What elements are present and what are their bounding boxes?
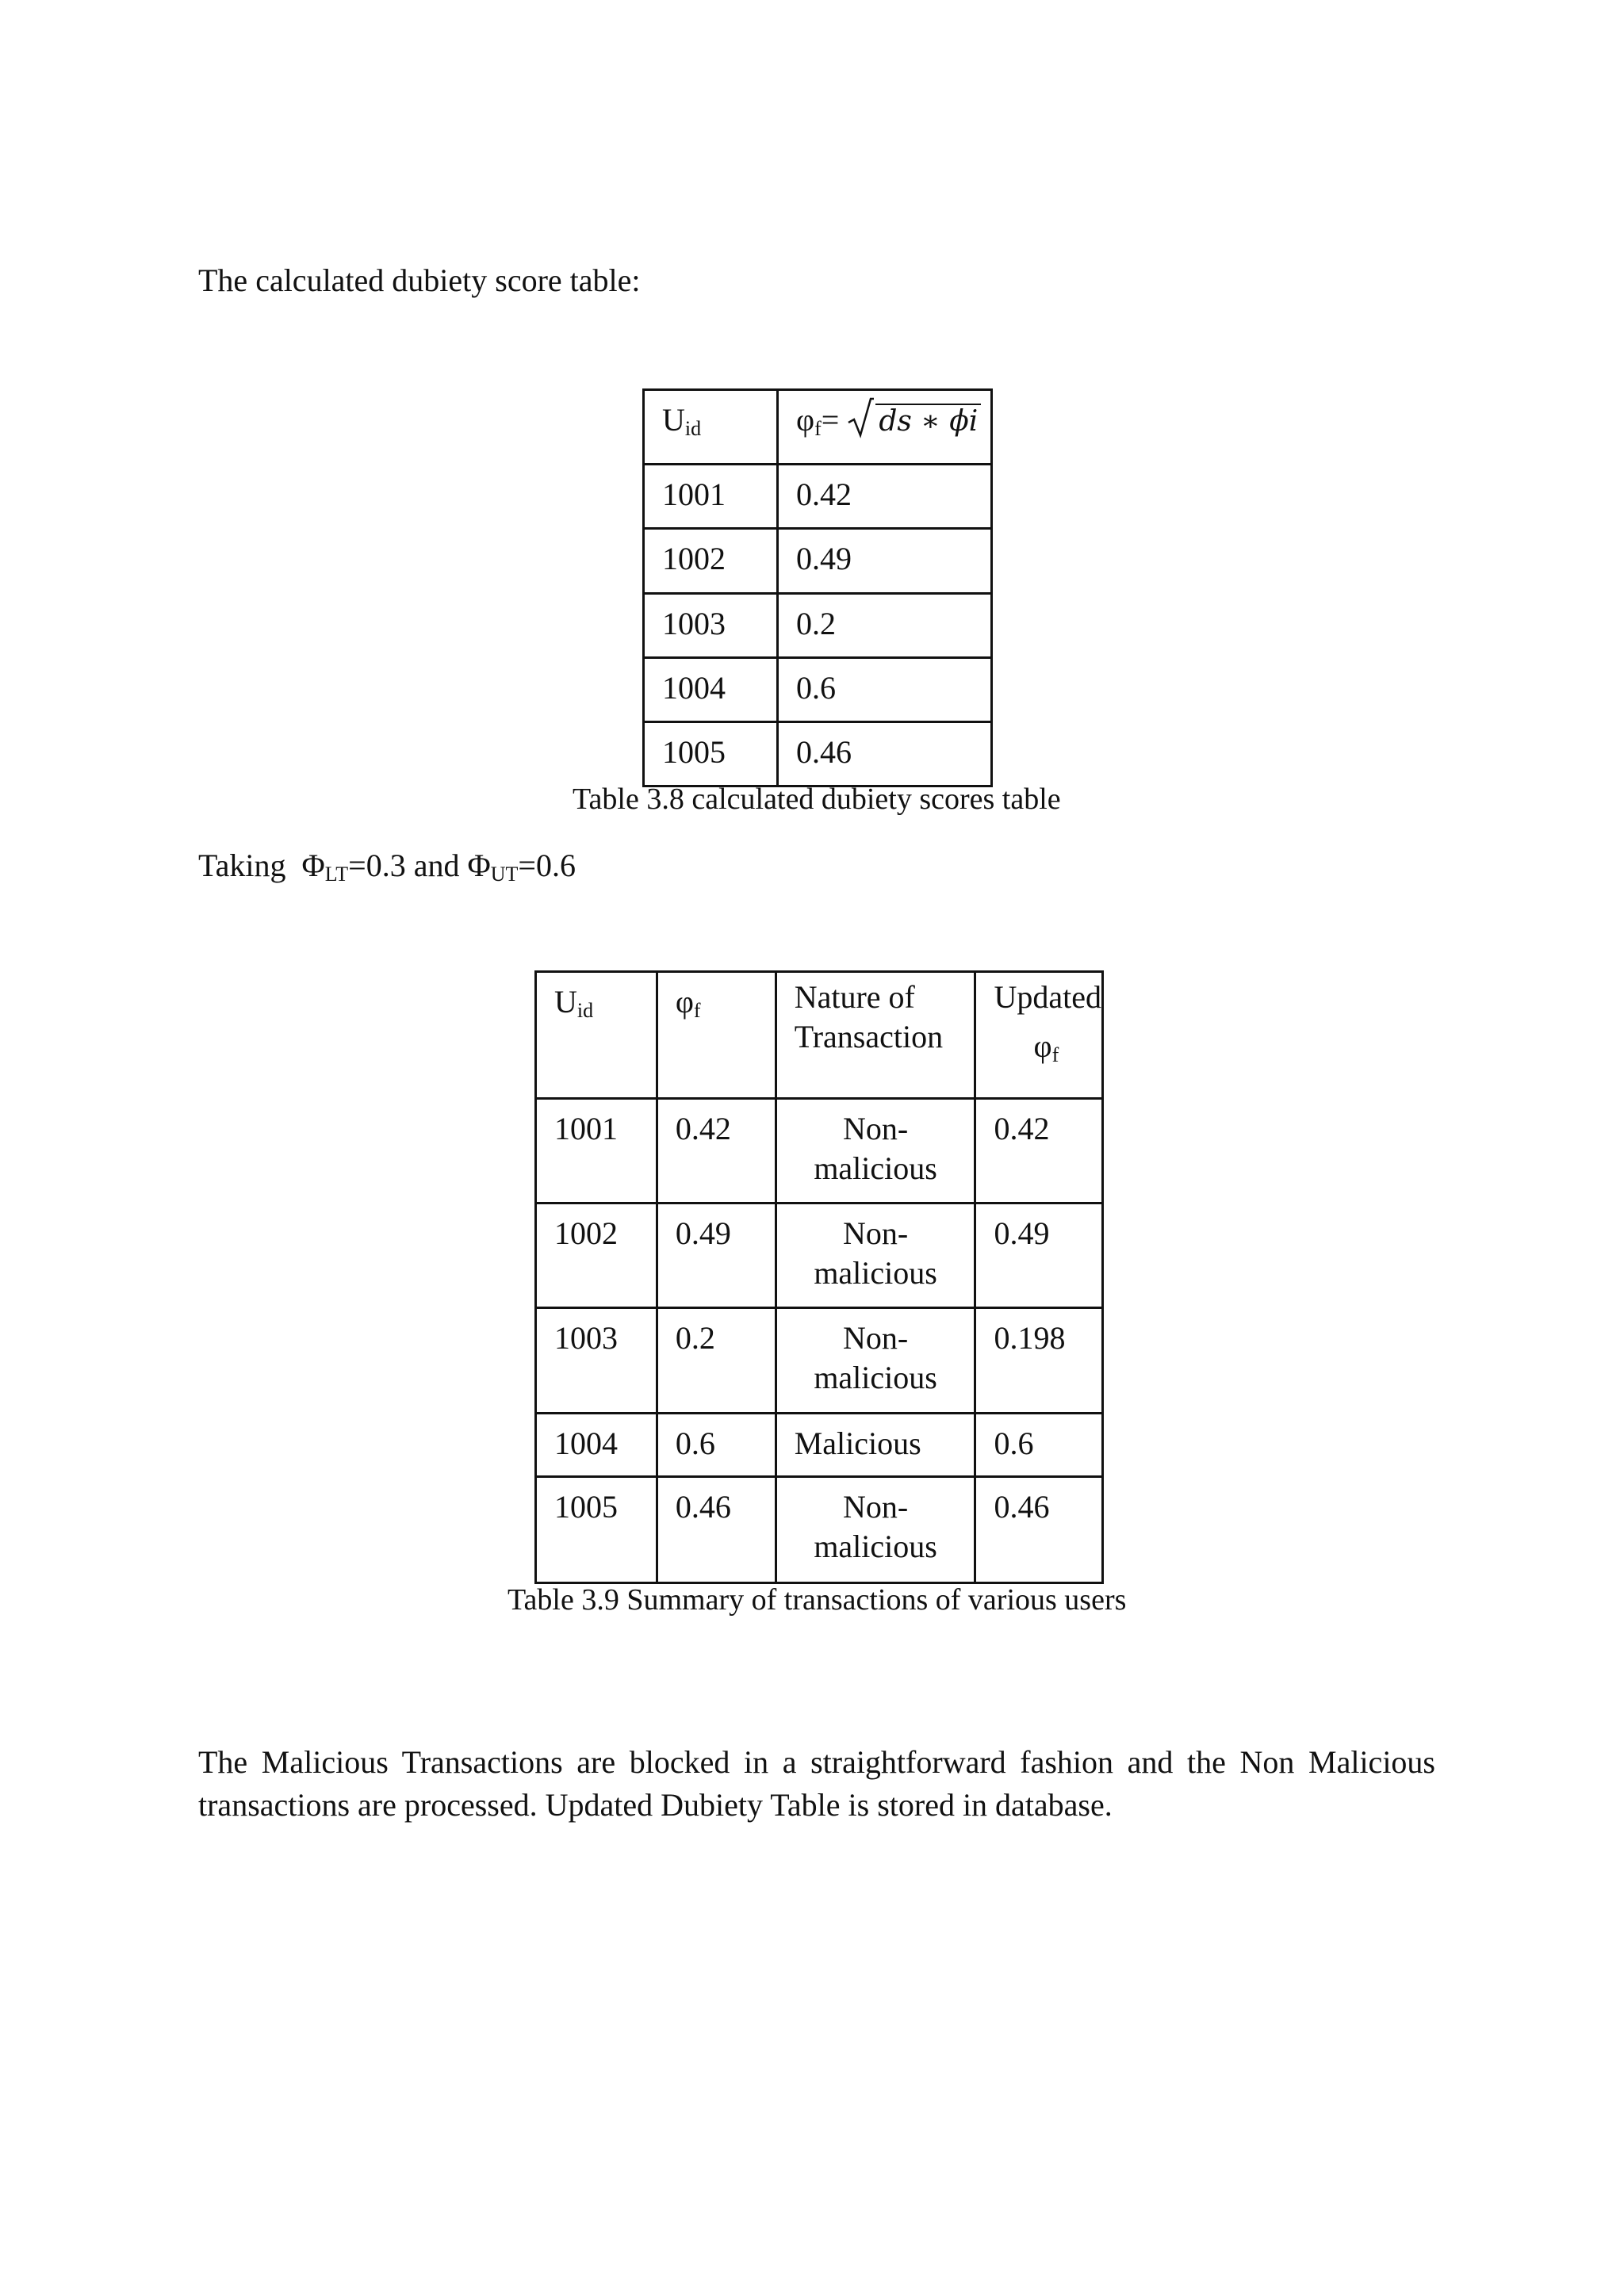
uid-cell: 1003 — [644, 594, 778, 658]
conclusion-paragraph: The Malicious Transactions are blocked in a straightforward fashion and the Non Malicious transactions are processed. Updated Dubiety Table is stored in database. — [198, 1744, 1435, 1823]
table-row — [536, 1203, 1103, 1308]
uid-cell: 1005 — [536, 1477, 657, 1583]
updated-cell: 0.49 — [975, 1203, 1103, 1308]
formula-header: $\varphi_f=$ ds ∗ ϕi — [778, 390, 992, 465]
table-header-row — [536, 972, 1103, 1099]
uid-header: $U_{id}$ — [536, 972, 657, 1099]
uid-cell: 1001 — [644, 465, 778, 529]
uid-cell: 1002 — [536, 1203, 657, 1308]
score-cell: 0.42 — [778, 465, 992, 529]
uid-cell: 1003 — [536, 1308, 657, 1414]
phi-cell: 0.46 — [657, 1477, 776, 1583]
phi-cell: 0.6 — [657, 1414, 776, 1477]
nature-cell: Non- malicious — [776, 1203, 975, 1308]
nature-cell: Non- malicious — [776, 1099, 975, 1203]
nature-header-line1: Nature of — [794, 979, 915, 1015]
score-cell: 0.2 — [778, 594, 992, 658]
dubiety-score-table — [642, 388, 993, 787]
nature-cell: Non- malicious — [776, 1308, 975, 1414]
nature-cell: Non- malicious — [776, 1477, 975, 1583]
thresholds-text: Taking $\Phi_{LT}=0.3$ and $\Phi_{UT}=0.6$ — [198, 848, 576, 886]
uid-cell: 1004 — [536, 1414, 657, 1477]
score-cell: 0.6 — [778, 658, 992, 722]
intro-text: The calculated dubiety score table: — [198, 262, 641, 298]
updated-cell: 0.42 — [975, 1099, 1103, 1203]
table-row — [644, 465, 992, 529]
radical-sign-icon — [847, 396, 874, 440]
updated-cell: 0.46 — [975, 1477, 1103, 1583]
table-row — [644, 529, 992, 594]
updated-cell: 0.198 — [975, 1308, 1103, 1414]
updated-cell: 0.6 — [975, 1414, 1103, 1477]
table-row — [536, 1414, 1103, 1477]
phi-header: $\varphi_f$ — [657, 972, 776, 1099]
table-row — [644, 722, 992, 786]
nature-header-line2: Transaction — [794, 1019, 944, 1054]
transaction-summary-table — [534, 970, 1104, 1584]
phi-cell: 0.2 — [657, 1308, 776, 1414]
table-header-row — [644, 390, 992, 465]
phi-cell: 0.42 — [657, 1099, 776, 1203]
uid-cell: 1004 — [644, 658, 778, 722]
uid-cell: 1002 — [644, 529, 778, 594]
uid-header: $U_{id}$ — [644, 390, 778, 465]
table-row — [644, 594, 992, 658]
score-cell: 0.49 — [778, 529, 992, 594]
updated-header-phi: $\varphi_f$ — [1033, 1028, 1059, 1066]
nature-cell: Malicious — [776, 1414, 975, 1477]
phi-cell: 0.49 — [657, 1203, 776, 1308]
table-row — [644, 658, 992, 722]
table-3-8-caption: Table 3.8 calculated dubiety scores table — [573, 783, 1061, 816]
uid-cell: 1001 — [536, 1099, 657, 1203]
nature-header — [776, 972, 975, 1099]
table-row — [536, 1099, 1103, 1203]
score-cell: 0.46 — [778, 722, 992, 786]
sqrt-formula: ds ∗ ϕi — [847, 400, 981, 442]
updated-header — [975, 972, 1103, 1099]
table-row — [536, 1308, 1103, 1414]
table-3-9-caption: Table 3.9 Summary of transactions of various users — [508, 1583, 1127, 1617]
updated-header-line1: Updated — [994, 979, 1101, 1015]
uid-cell: 1005 — [644, 722, 778, 786]
table-row — [536, 1477, 1103, 1583]
